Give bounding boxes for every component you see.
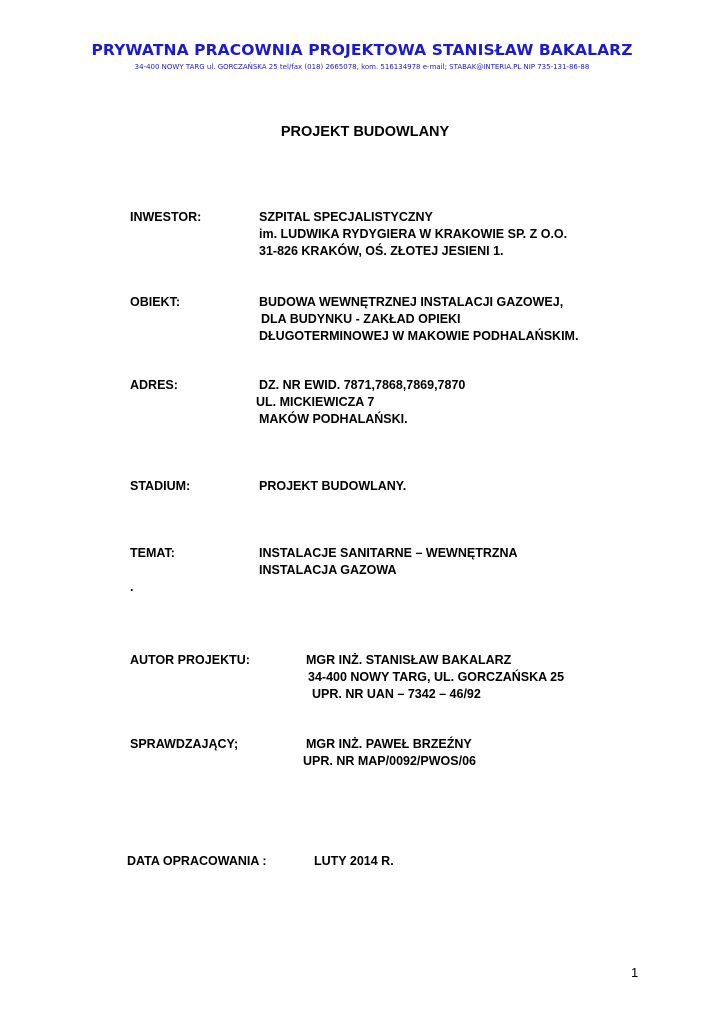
- autor-label: AUTOR PROJEKTU:: [130, 653, 250, 667]
- data-opracowania-label: DATA OPRACOWANIA :: [127, 854, 267, 868]
- data-opracowania-value: LUTY 2014 R.: [314, 854, 394, 868]
- adres-label: ADRES:: [130, 378, 178, 392]
- autor-line-2: 34-400 NOWY TARG, UL. GORCZAŃSKA 25: [308, 670, 565, 684]
- stadium-value: PROJEKT BUDOWLANY.: [259, 479, 407, 493]
- temat-line-1: INSTALACJE SANITARNE – WEWNĘTRZNA: [259, 546, 518, 560]
- sprawdzajacy-label: SPRAWDZAJĄCY;: [130, 737, 239, 751]
- temat-line-2: INSTALACJA GAZOWA: [259, 563, 397, 577]
- adres-line-2: UL. MICKIEWICZA 7: [256, 395, 375, 409]
- company-name: PRYWATNA PRACOWNIA PROJEKTOWA STANISŁAW BAKALARZ: [91, 41, 633, 59]
- inwestor-line-2: im. LUDWIKA RYDYGIERA W KRAKOWIE SP. Z O.O.: [259, 227, 568, 241]
- adres-line-3: MAKÓW PODHALAŃSKI.: [259, 412, 408, 426]
- temat-label: TEMAT:: [130, 546, 175, 560]
- inwestor-label: INWESTOR:: [130, 210, 202, 224]
- adres-line-1: DZ. NR EWID. 7871,7868,7869,7870: [259, 378, 466, 392]
- sprawdzajacy-line-2: UPR. NR MAP/0092/PWOS/06: [303, 754, 476, 768]
- obiekt-line-1: BUDOWA WEWNĘTRZNEJ INSTALACJI GAZOWEJ,: [259, 295, 564, 309]
- document-title: PROJEKT BUDOWLANY: [280, 124, 450, 140]
- page-number: 1: [631, 965, 639, 980]
- temat-dot: .: [130, 580, 134, 594]
- obiekt-line-2: DLA BUDYNKU - ZAKŁAD OPIEKI: [261, 312, 461, 326]
- company-contact: 34-400 NOWY TARG ul. GORCZAŃSKA 25 tel/fax (018) 2665078, kom. 516134978 e-mail; STABAK@INTERIA.PL NIP 735-131-86-88: [134, 63, 590, 71]
- obiekt-label: OBIEKT:: [130, 295, 180, 309]
- inwestor-line-1: SZPITAL SPECJALISTYCZNY: [259, 210, 433, 224]
- inwestor-line-3: 31-826 KRAKÓW, OŚ. ZŁOTEJ JESIENI 1.: [259, 244, 504, 258]
- autor-line-1: MGR INŻ. STANISŁAW BAKALARZ: [306, 653, 512, 667]
- sprawdzajacy-line-1: MGR INŻ. PAWEŁ BRZEŹNY: [306, 737, 472, 751]
- stadium-label: STADIUM:: [130, 479, 191, 493]
- obiekt-line-3: DŁUGOTERMINOWEJ W MAKOWIE PODHALAŃSKIM.: [259, 329, 579, 343]
- autor-line-3: UPR. NR UAN – 7342 – 46/92: [312, 687, 481, 701]
